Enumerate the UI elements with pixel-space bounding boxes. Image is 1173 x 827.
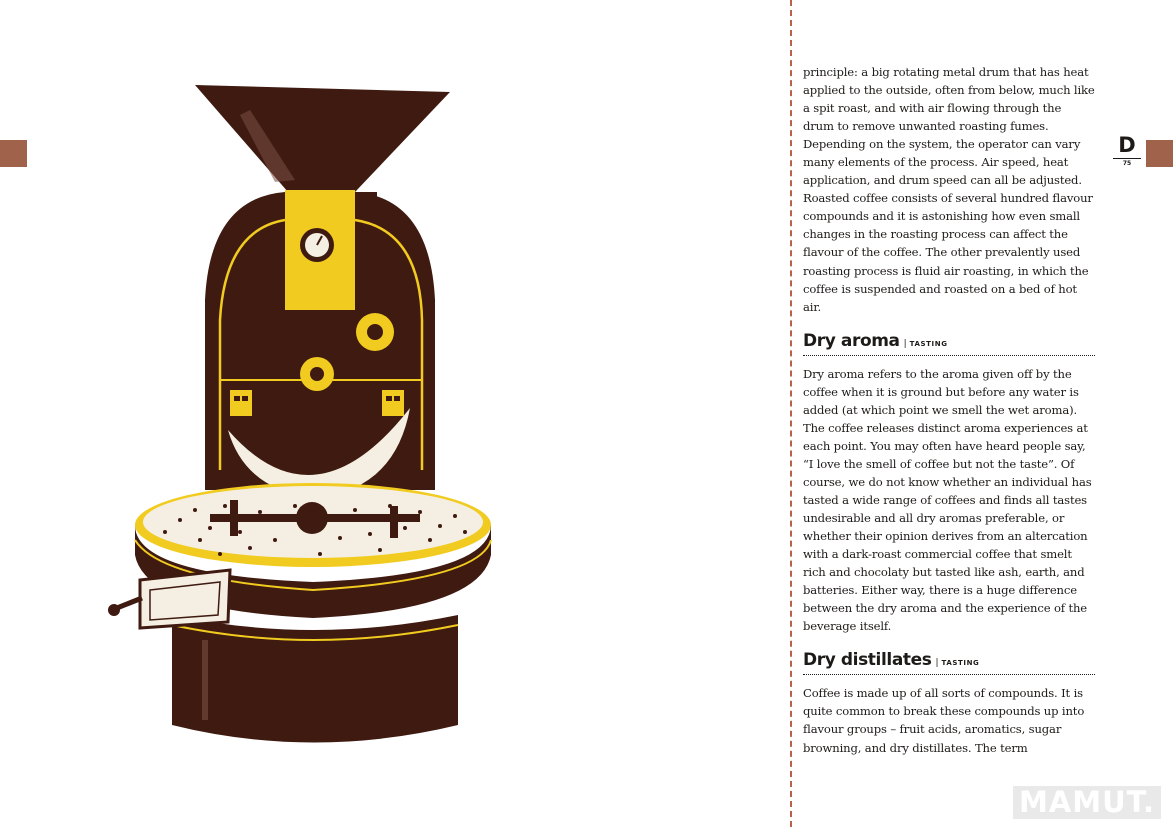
- page-spine-divider: [790, 0, 792, 827]
- section-letter: D: [1118, 133, 1136, 157]
- left-thumb-tab: [0, 140, 27, 167]
- entry-body-dry-aroma: Dry aroma refers to the aroma given off by the coffee when it is ground but before any water is added (at which point we smell the wet aroma). The coffee releases distinct aroma experiences at each point. You may often have heard people say, “I love the smell of coffee but not the taste”. Of course, we do not know whether an individual has tasted a wide range of coffees and finds all tastes undesirable and all dry aromas preferable, or whether their opinion derives from an altercation with a dark-roast commercial coffee that smelt rich and chocolaty but tasted like ash, earth, and batteries. Either way, there is a huge difference between the dry aroma and the experience of the beverage itself.: [803, 366, 1092, 634]
- entry-tag: TASTING: [909, 339, 948, 348]
- marker-rule: [1113, 158, 1141, 159]
- entry-title: Dry aroma: [803, 330, 900, 351]
- entry-tag: TASTING: [941, 659, 980, 668]
- entry-heading-dry-distillates: [803, 650, 1095, 675]
- entry-body-dry-distillates: Coffee is made up of all sorts of compounds. It is quite common to break these compounds up into flavour groups – fruit acids, aromatics, sugar browning, and dry distillates. The term: [803, 686, 1085, 755]
- text-column: [803, 63, 1095, 757]
- entry-title: Dry distillates: [803, 650, 932, 671]
- page-number: 75: [1122, 160, 1132, 167]
- publisher-watermark: MAMUT.: [1013, 786, 1161, 819]
- coffee-roaster-icon: [100, 70, 510, 760]
- entry-separator: |: [935, 658, 939, 669]
- right-thumb-tab: [1146, 140, 1173, 167]
- entry-separator: |: [903, 338, 907, 349]
- section-letter-marker: [1112, 134, 1142, 167]
- entry-heading-dry-aroma: [803, 331, 1095, 356]
- intro-paragraph: principle: a big rotating metal drum that has heat applied to the outside, often from below, much like a spit roast, and with air flowing through the drum to remove unwanted roasting fumes. Depending on the system, the operator can vary many elements of the process. Air speed, heat application, and drum speed can all be adjusted. Roasted coffee consists of several hundred flavour compounds and it is astonishing how even small changes in the roasting process can affect the flavour of the coffee. The other prevalently used roasting process is fluid air roasting, in which the coffee is suspended and roasted on a bed of hot air.: [803, 65, 1095, 314]
